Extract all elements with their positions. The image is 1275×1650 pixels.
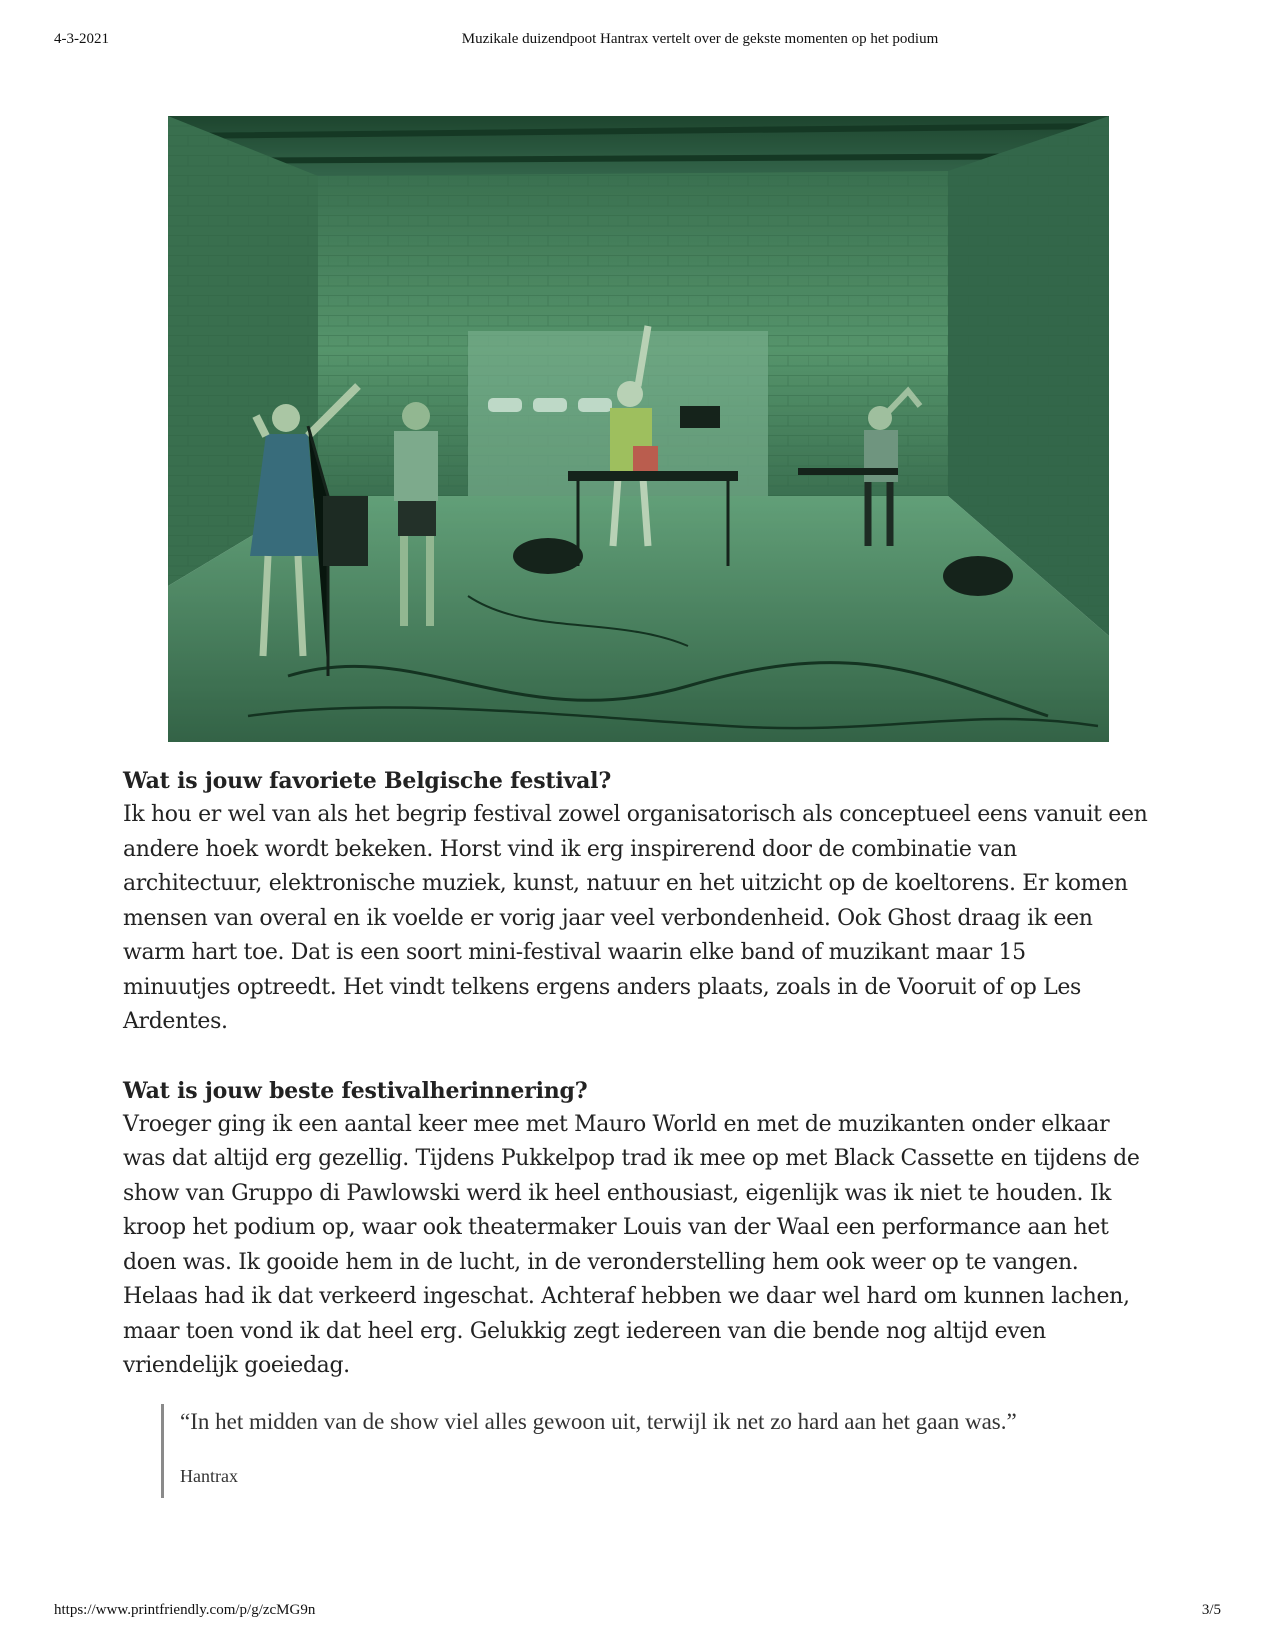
pull-quote — [161, 1404, 1121, 1498]
text-line: was dat altijd erg gezellig. Tijdens Pukkelpop trad ik mee op met Black Cassette en tijdens de — [123, 1146, 1140, 1171]
header-title: Muzikale duizendpoot Hantrax vertelt over de gekste momenten op het podium — [461, 31, 939, 47]
section-heading-favorite-festival: Wat is jouw favoriete Belgische festival? — [123, 768, 612, 794]
section-heading-best-memory: Wat is jouw beste festivalherinnering? — [123, 1077, 588, 1104]
text-line: Vroeger ging ik een aantal keer mee met Mauro World en met de muzikanten onder elkaar — [123, 1111, 1110, 1137]
text-line: architectuur, elektronische muziek, kunst, natuur en het uitzicht op de koeltorens. Er komen — [123, 871, 1128, 896]
text-line: kroop het podium op, waar ook theatermaker Louis van der Waal een performance aan het — [123, 1215, 1109, 1240]
text-line: doen was. Ik gooide hem in de lucht, in de veronderstelling hem ook weer op te vangen. — [123, 1249, 1079, 1275]
section-paragraph-best-memory — [123, 1108, 1163, 1384]
text-line: mensen van overal en ik voelde er vorig jaar veel verbondenheid. Ook Ghost draag ik een — [123, 905, 1093, 931]
text-line: maar toen vond ik dat heel erg. Gelukkig zegt iedereen van die bende nog altijd even — [123, 1318, 1046, 1344]
header-date: 4-3-2021 — [54, 31, 109, 47]
text-line: show van Gruppo di Pawlowski werd ik heel enthousiast, eigenlijk was ik niet te houden. Ik — [123, 1180, 1112, 1206]
text-line: warm hart toe. Dat is een soort mini-festival waarin elke band of muzikant maar 15 — [123, 940, 1026, 965]
footer-url: https://www.printfriendly.com/p/g/zcMG9n — [54, 1602, 316, 1618]
text-line: vriendelijk goeiedag. — [123, 1353, 350, 1378]
text-line: Ik hou er wel van als het begrip festival zowel organisatorisch als conceptueel eens vanuit een — [123, 802, 1148, 827]
band-performance-photo — [168, 116, 1109, 742]
pull-quote-text: “In het midden van de show viel alles gewoon uit, terwijl ik net zo hard aan het gaan was.” — [180, 1409, 1017, 1434]
text-line: Helaas had ik dat verkeerd ingeschat. Achteraf hebben we daar wel hard om kunnen lachen, — [123, 1284, 1130, 1309]
footer-page-number: 3/5 — [1201, 1602, 1221, 1618]
section-paragraph-favorite-festival — [123, 798, 1163, 1040]
pull-quote-author: Hantrax — [180, 1466, 238, 1486]
text-line: andere hoek wordt bekeken. Horst vind ik erg inspirerend door de combinatie van — [123, 836, 1017, 862]
article-body — [123, 764, 1163, 1384]
text-line: minuutjes optreedt. Het vindt telkens ergens anders plaats, zoals in de Vooruit of op Les — [123, 974, 1081, 1000]
text-line: Ardentes. — [123, 1009, 228, 1034]
